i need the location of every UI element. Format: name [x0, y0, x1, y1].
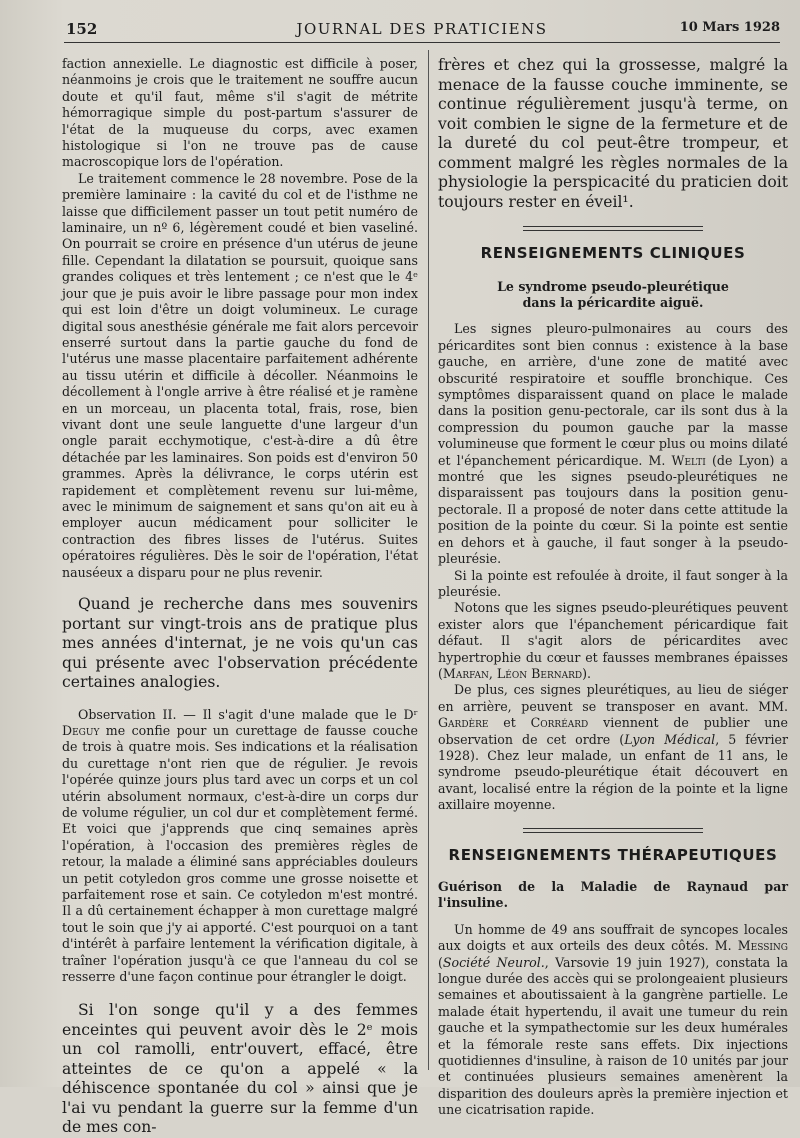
observation-label: Observation II. [78, 706, 177, 722]
paragraph: Notons que les signes pseudo-pleurétiques peuvent exister alors que l'épanchement péricardique fait défaut. Il s'agit alors de péricardites avec hypertrophie du cœur et fausses membranes épaisses (Marfan, Léon Bernard). [438, 600, 788, 681]
paragraph: Le traitement commence le 28 novembre. Pose de la première laminaire : la cavité du col et de l'isthme ne laisse que difficilement passer un tout petit numéro de laminaire, un nº 6, légèrement coudé et bien vaseliné. On pourrait se croire en présence d'un utérus de jeune fille. Cependant la dilatation se poursuit, quoique sans grandes coliques et très lentement ; ce n'est que le 4ᵉ jour que je puis avoir le libre passage pour mon index qui est loin d'être un doigt volumineux. Le curage digital sous anesthésie générale me fait alors percevoir enserré surtout dans la partie gauche du fond de l'utérus une masse placentaire parfaitement adhérente au tissu utérin et difficile à décoller. Néanmoins le décollement à l'ongle arrive à être réalisé et je ramène en un morceau, un placenta total, frais, rose, bien vivant dont une seule languette d'une largeur d'un ongle parait ecchymotique, c'est-à-dire a dû être détachée par les laminaires. Son poids est d'environ 50 grammes. Après la délivrance, le corps utérin est rapidement et complètement revenu sur lui-même, avec le minimum de saignement et sans qu'on ait eu à employer aucun médicament pour solliciter le contraction des fibres lisses de l'utérus. Suites opératoires régulières. Dès le soir de l'opération, l'état nauséeux a disparu pour ne plus revenir. [62, 170, 418, 580]
paragraph-large: Si l'on songe qu'il y a des femmes enceintes qui peuvent avoir dès le 2ᵉ mois un col ramolli, entr'ouvert, effacé, être atteintes de ce qu'on a appelé « la déhiscence spontanée du col » ainsi que je l'ai vu pendant la guerre sur la femme d'un de mes con- [62, 1001, 418, 1137]
section-divider [523, 828, 703, 833]
paragraph: Un homme de 49 ans souffrait de syncopes locales aux doigts et aux orteils des deux côtés. M. Messing (Société Neurol., Varsovie 19 juin 1927), constata la longue durée des accès qui se prolongeaient plusieurs semaines et aboutissaient à la gangrène partielle. Le malade était hypertendu, il avait une tumeur du rein gauche et la sympathectomie sur les deux humérales et la fémorale reste sans effets. Dix injections quotidiennes d'insuline, à raison de 10 unités par jour et continuées plusieurs semaines amenèrent la disparition des douleurs après la première injection et une cicatrisation rapide. [438, 921, 788, 1118]
right-column [438, 56, 788, 1119]
paragraph-large: Quand je recherche dans mes souvenirs portant sur vingt-trois ans de pratique plus mes années d'internat, je ne vois qu'un cas qui présente avec l'observation précédente certaines analogies. [62, 595, 418, 691]
page-header [64, 20, 780, 43]
paragraph: De plus, ces signes pleurétiques, au lieu de siéger en arrière, peuvent se transposer en avant. MM. Gardère et Corréard viennent de publier une observation de cet ordre (Lyon Médical, 5 février 1928). Chez leur malade, un enfant de 11 ans, le syndrome pseudo-pleurétique était découvert en avant, localisé entre la région de la pointe et la ligne axillaire moyenne. [438, 682, 788, 813]
continued-paragraph: frères et chez qui la grossesse, malgré la menace de la fausse couche imminente, se continue régulièrement jusqu'à terme, on voit combien le signe de la fermeture et de la dureté du col peut-être trompeur, et comment malgré les règles normales de la physiologie la perspicacité du praticien doit toujours rester en éveil¹. [438, 56, 788, 211]
column-divider [428, 50, 429, 1070]
author-name: Messing [737, 938, 788, 954]
journal-name: Société Neurol. [442, 954, 545, 970]
paragraph: Les signes pleuro-pulmonaires au cours des péricardites sont bien connus : existence à la base gauche, en arrière, d'une zone de matité avec obscurité respiratoire et souffle bronchique. Ces symptômes disparaissent quand on place le malade dans la position genu-pectorale, car ils sont dus à la compression du poumon gauche par la masse volumineuse que forment le cœur plus ou moins dilaté et l'épanchement péricardique. M. Welti (de Lyon) a montré que les signes pseudo-pleurétiques ne disparaissent pas toujours dans la position genu-pectorale. Il a proposé de noter dans cette attitude la position de la pointe du cœur. Si la pointe est sentie en dehors et à gauche, il faut songer à la pseudo-pleurésie. [438, 321, 788, 567]
author-name: Welti [671, 452, 706, 468]
section-divider [523, 226, 703, 231]
article-title: Le syndrome pseudo-pleurétique dans la péricardite aiguë. [497, 279, 729, 311]
paragraph: Si la pointe est refoulée à droite, il faut songer à la pleurésie. [438, 567, 788, 599]
section-title-therapeutic: RENSEIGNEMENTS THÉRAPEUTIQUES [448, 845, 778, 864]
article-title: Guérison de la Maladie de Raynaud par l'insuline. [438, 879, 788, 911]
observation-paragraph: Observation II. — Il s'agit d'une malade que le Dʳ Deguy me confie pour un curettage de fausse couche de trois à quatre mois. Ses indications et la réalisation du curettage n'ont rien que de régulier. Je revois l'opérée quinze jours plus tard avec un corps et un col utérin absolument normaux, c'est-à-dire un corps dur de volume régulier, un col dur et complètement fermé. Et voici que j'apprends que cinq semaines après l'opération, à l'occasion des premières règles de retour, la malade a éliminé sans appréciables douleurs un petit cotyledon gros comme une grosse noisette et parfaitement rose et sain. Ce cotyledon m'est montré. Il a dû certainement échapper à mon curettage malgré tout le soin que j'y ai apporté. C'est pourquoi on a tant d'intérêt à parfaire lentement la vérification digitale, à traîner l'opération jusqu'à ce que l'anneau du col se resserre d'une façon continue pour étrangler le doigt. [62, 706, 419, 984]
author-name: Gardère [438, 715, 489, 731]
journal-title: JOURNAL DES PRATICIENS [296, 20, 548, 38]
author-name: Deguy [62, 722, 100, 738]
page-number: 152 [66, 20, 98, 38]
author-names: Marfan, Léon Bernard [442, 665, 583, 681]
section-title-clinical: RENSEIGNEMENTS CLINIQUES [480, 244, 746, 262]
issue-date: 10 Mars 1928 [679, 20, 780, 35]
author-name: Corréard [530, 715, 589, 731]
paragraph: faction annexielle. Le diagnostic est difficile à poser, néanmoins je crois que le traitement ne souffre aucun doute et qu'il faut, même s'il s'agit de métrite hémorragique simple du post-partum s'assurer de l'état de la muqueuse du corps, avec examen histologique si l'on ne trouve pas de cause macroscopique lors de l'opération. [62, 56, 418, 170]
journal-name: Lyon Médical [624, 731, 716, 747]
left-column [62, 56, 418, 1138]
